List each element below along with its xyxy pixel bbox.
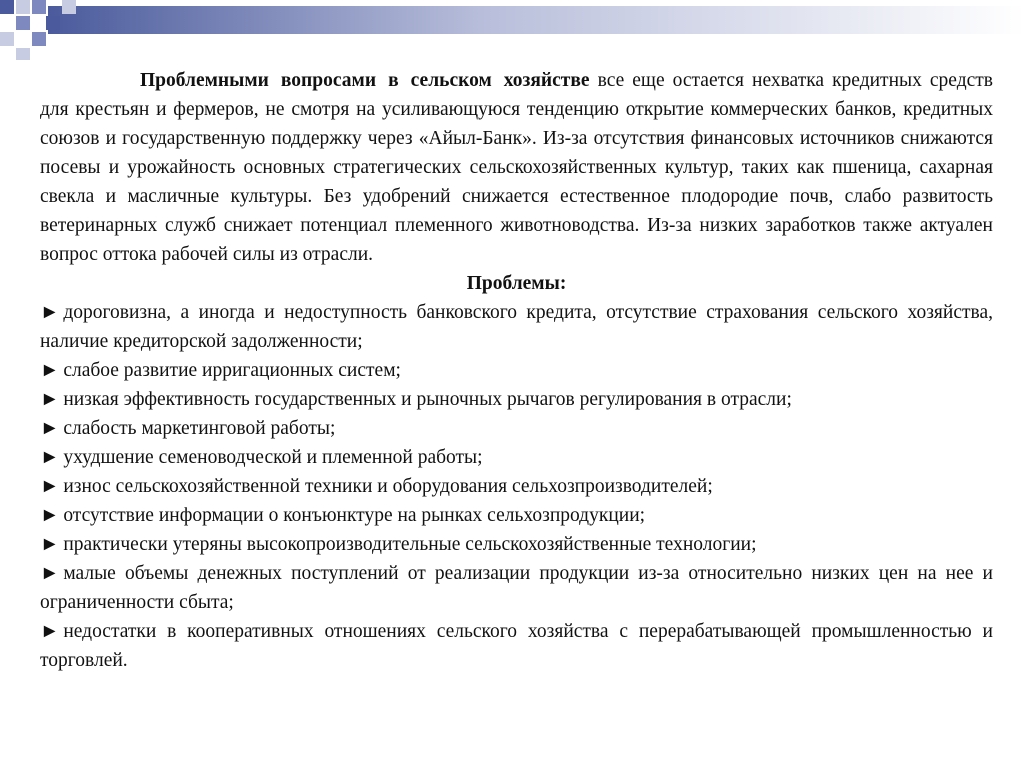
- list-item-text: малые объемы денежных поступлений от реализации продукции из-за относительно низких цен на нее и ограниченности сбыта;: [40, 563, 993, 613]
- list-item: [40, 472, 993, 501]
- header-gradient-band: [48, 6, 1024, 34]
- arrow-bullet-icon: ►: [40, 447, 60, 468]
- list-item: [40, 298, 993, 356]
- list-item-text: дороговизна, а иногда и недоступность банковского кредита, отсутствие страхования сельского хозяйства, наличие кредиторской задолженности;: [40, 302, 993, 352]
- list-item: [40, 385, 993, 414]
- list-item: [40, 559, 993, 617]
- decor-square: [62, 0, 76, 14]
- list-item-text: практически утеряны высокопроизводительные сельскохозяйственные технологии;: [63, 534, 757, 555]
- arrow-bullet-icon: ►: [40, 389, 60, 410]
- arrow-bullet-icon: ►: [40, 505, 60, 526]
- decor-square: [0, 0, 14, 14]
- list-item-text: слабое развитие ирригационных систем;: [63, 360, 401, 381]
- decor-square: [46, 16, 60, 30]
- list-item: [40, 414, 993, 443]
- decor-square: [16, 0, 30, 14]
- slide-body: [40, 66, 993, 675]
- intro-text: все еще остается нехватка кредитных средств для крестьян и фермеров, не смотря на усиливающуюся тенденцию открытие коммерческих банков, кредитных союзов и государственную поддержку через «Айыл-Банк». Из-за отсутствия финансовых источников снижаются посевы и урожайность основных стратегических сельскохозяйственных культур, таких как пшеница, сахарная свекла и масличные культуры. Без удобрений снижается естественное плодородие почв, слабо развитость ветеринарных служб снижает потенциал племенного животноводства. Из-за низких заработков также актуален вопрос оттока рабочей силы из отрасли.: [40, 70, 994, 265]
- arrow-bullet-icon: ►: [40, 476, 60, 497]
- list-item-text: низкая эффективность государственных и рыночных рычагов регулирования в отрасли;: [63, 389, 792, 410]
- decor-square: [32, 0, 46, 14]
- problems-list: [40, 298, 993, 675]
- list-item: [40, 501, 993, 530]
- list-item: [40, 530, 993, 559]
- arrow-bullet-icon: ►: [40, 563, 60, 584]
- arrow-bullet-icon: ►: [40, 534, 60, 555]
- arrow-bullet-icon: ►: [40, 360, 60, 381]
- arrow-bullet-icon: ►: [40, 621, 60, 642]
- list-item-text: ухудшение семеноводческой и племенной работы;: [63, 447, 483, 468]
- slide-header-decoration: [0, 0, 1024, 60]
- problems-heading: Проблемы:: [466, 273, 567, 294]
- list-item-text: износ сельскохозяйственной техники и оборудования сельхозпроизводителей;: [63, 476, 713, 497]
- intro-lead: Проблемными вопросами в сельском хозяйстве: [140, 70, 590, 91]
- decor-square: [16, 48, 30, 60]
- list-item-text: слабость маркетинговой работы;: [63, 418, 336, 439]
- decor-square: [16, 16, 30, 30]
- decor-square: [0, 32, 14, 46]
- list-item-text: недостатки в кооперативных отношениях сельского хозяйства с перерабатывающей промышленностью и торговлей.: [40, 621, 993, 671]
- decor-square: [32, 32, 46, 46]
- list-item: [40, 356, 993, 385]
- list-item-text: отсутствие информации о конъюнктуре на рынках сельхозпродукции;: [63, 505, 646, 526]
- arrow-bullet-icon: ►: [40, 302, 60, 323]
- arrow-bullet-icon: ►: [40, 418, 60, 439]
- list-item: [40, 443, 993, 472]
- list-item: [40, 617, 993, 675]
- intro-paragraph: [40, 66, 993, 269]
